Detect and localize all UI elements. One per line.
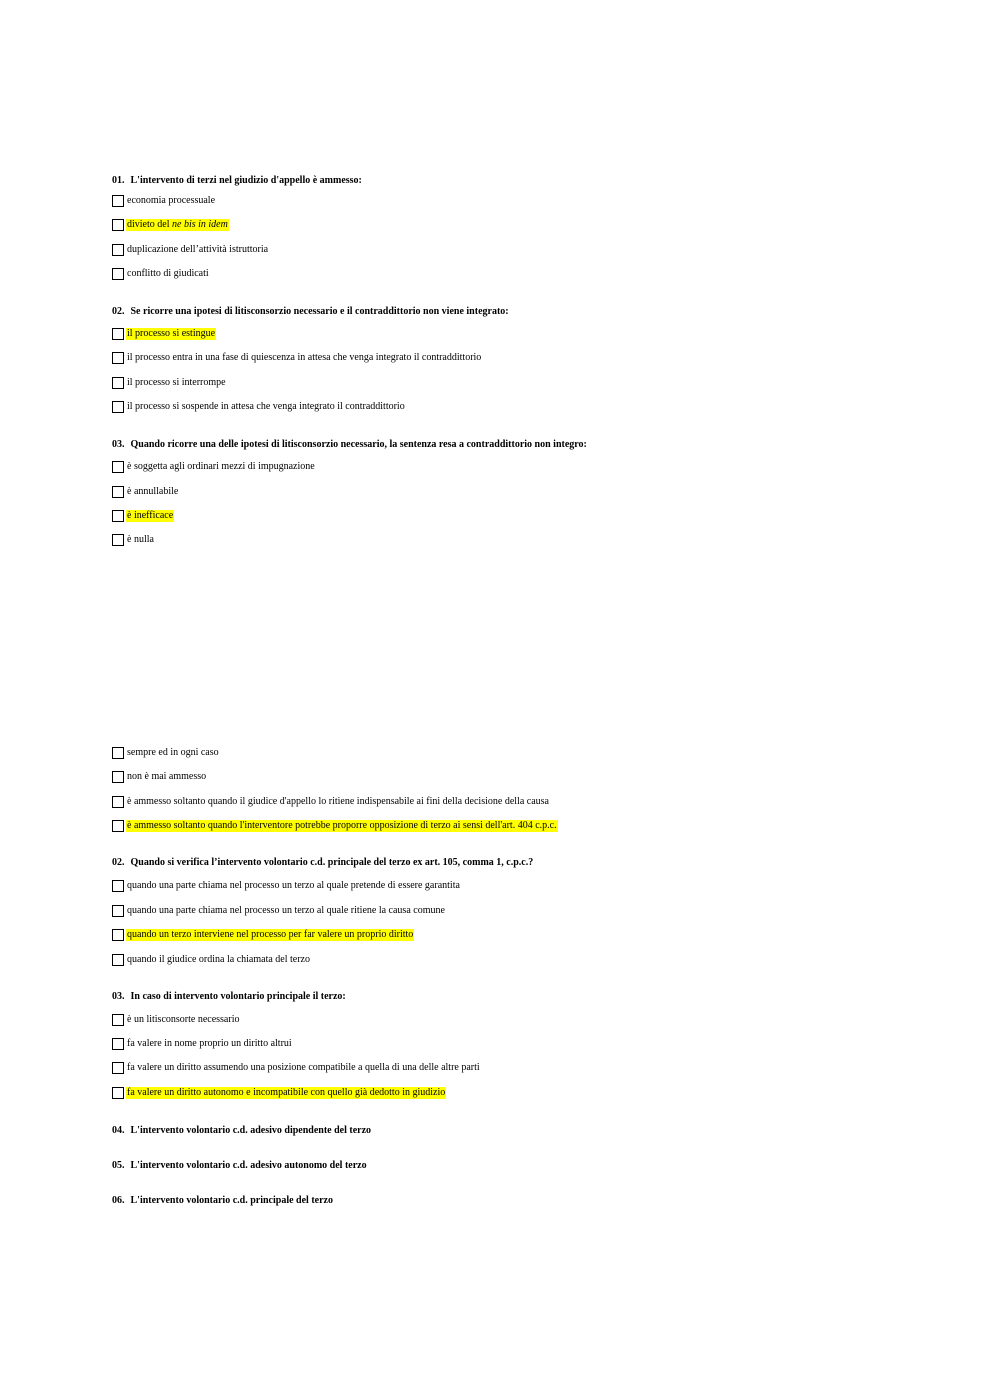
checkbox[interactable] bbox=[112, 954, 124, 966]
checkbox[interactable] bbox=[112, 1038, 124, 1050]
option-text: non è mai ammesso bbox=[127, 771, 207, 782]
option-text-highlighted: è ammesso soltanto quando l'interventore potrebbe proporre opposizione di terzo ai sensi dell'art. 404 c.p.c. bbox=[127, 820, 557, 831]
checkbox[interactable] bbox=[112, 880, 124, 892]
question-text: Quando ricorre una delle ipotesi di litisconsorzio necessario, la sentenza resa a contraddittorio non integro: bbox=[130, 439, 587, 450]
checkbox[interactable] bbox=[112, 401, 124, 413]
question-number: 02. bbox=[112, 857, 125, 868]
question-02-title bbox=[112, 306, 509, 318]
answer-option[interactable] bbox=[112, 819, 558, 833]
checkbox[interactable] bbox=[112, 796, 124, 808]
option-text: quando il giudice ordina la chiamata del terzo bbox=[127, 954, 310, 965]
checkbox[interactable] bbox=[112, 461, 124, 473]
checkbox[interactable] bbox=[112, 905, 124, 917]
checkbox[interactable] bbox=[112, 510, 124, 522]
question-number: 03. bbox=[112, 991, 125, 1002]
question-text: Se ricorre una ipotesi di litisconsorzio necessario e il contraddittorio non viene integrato: bbox=[130, 306, 509, 317]
answer-option[interactable] bbox=[112, 795, 550, 809]
option-text: è nulla bbox=[127, 534, 154, 545]
answer-option[interactable] bbox=[112, 1013, 240, 1027]
answer-option[interactable] bbox=[112, 218, 229, 232]
answer-option[interactable] bbox=[112, 327, 216, 341]
option-text-highlighted: fa valere un diritto autonomo e incompatibile con quello già dedotto in giudizio bbox=[127, 1087, 446, 1098]
option-text: il processo si interrompe bbox=[127, 377, 226, 388]
checkbox[interactable] bbox=[112, 1014, 124, 1026]
checkbox[interactable] bbox=[112, 377, 124, 389]
option-text: quando una parte chiama nel processo un terzo al quale pretende di essere garantita bbox=[127, 880, 460, 891]
question-number: 02. bbox=[112, 306, 125, 317]
checkbox[interactable] bbox=[112, 328, 124, 340]
option-text: quando una parte chiama nel processo un terzo al quale ritiene la causa comune bbox=[127, 905, 445, 916]
answer-option[interactable] bbox=[112, 928, 414, 942]
checkbox[interactable] bbox=[112, 352, 124, 364]
question-text: L'intervento volontario c.d. principale del terzo bbox=[130, 1195, 333, 1206]
option-text: fa valere un diritto assumendo una posizione compatibile a quella di una delle altre parti bbox=[127, 1062, 480, 1073]
option-text: fa valere in nome proprio un diritto altrui bbox=[127, 1038, 292, 1049]
option-text: conflitto di giudicati bbox=[127, 268, 209, 279]
checkbox[interactable] bbox=[112, 244, 124, 256]
option-text: è soggetta agli ordinari mezzi di impugnazione bbox=[127, 461, 315, 472]
question-01-title bbox=[112, 175, 362, 187]
question-number: 03. bbox=[112, 439, 125, 450]
question-number: 05. bbox=[112, 1160, 125, 1171]
option-text: sempre ed in ogni caso bbox=[127, 747, 219, 758]
checkbox[interactable] bbox=[112, 486, 124, 498]
answer-option[interactable] bbox=[112, 1086, 446, 1100]
checkbox[interactable] bbox=[112, 747, 124, 759]
question-03-title bbox=[112, 439, 587, 451]
answer-option[interactable] bbox=[112, 509, 174, 523]
option-text-highlighted bbox=[126, 219, 229, 231]
question-text: L'intervento di terzi nel giudizio d'appello è ammesso: bbox=[130, 175, 362, 186]
checkbox[interactable] bbox=[112, 1062, 124, 1074]
option-text-part: divieto del bbox=[127, 219, 172, 230]
question-text: In caso di intervento volontario principale il terzo: bbox=[130, 991, 346, 1002]
answer-option[interactable] bbox=[112, 267, 210, 281]
answer-option[interactable] bbox=[112, 1037, 293, 1051]
answer-option[interactable] bbox=[112, 351, 482, 365]
answer-option[interactable] bbox=[112, 746, 220, 760]
option-text: economia processuale bbox=[127, 195, 216, 206]
answer-option[interactable] bbox=[112, 1061, 481, 1075]
answer-option[interactable] bbox=[112, 400, 406, 414]
checkbox[interactable] bbox=[112, 534, 124, 546]
option-text: il processo entra in una fase di quiescenza in attesa che venga integrato il contraddittorio bbox=[127, 352, 482, 363]
answer-option[interactable] bbox=[112, 460, 316, 474]
option-text-highlighted: il processo si estingue bbox=[127, 328, 216, 339]
checkbox[interactable] bbox=[112, 929, 124, 941]
answer-option[interactable] bbox=[112, 770, 207, 784]
checkbox[interactable] bbox=[112, 195, 124, 207]
answer-option[interactable] bbox=[112, 953, 311, 967]
answer-option[interactable] bbox=[112, 879, 461, 893]
option-text-italic: ne bis in idem bbox=[172, 219, 228, 230]
option-text: è annullabile bbox=[127, 486, 179, 497]
checkbox[interactable] bbox=[112, 219, 124, 231]
answer-option[interactable] bbox=[112, 194, 216, 208]
question-number: 01. bbox=[112, 175, 125, 186]
checkbox[interactable] bbox=[112, 820, 124, 832]
question-text: Quando si verifica l’intervento volontario c.d. principale del terzo ex art. 105, comma 1, c.p.c.? bbox=[130, 857, 534, 868]
question-number: 04. bbox=[112, 1125, 125, 1136]
option-text: duplicazione dell’attività istruttoria bbox=[127, 244, 269, 255]
checkbox[interactable] bbox=[112, 268, 124, 280]
question-04-title bbox=[112, 1125, 371, 1137]
answer-option[interactable] bbox=[112, 376, 227, 390]
answer-option[interactable] bbox=[112, 533, 155, 547]
answer-option[interactable] bbox=[112, 485, 179, 499]
question-text: L'intervento volontario c.d. adesivo dipendente del terzo bbox=[130, 1125, 372, 1136]
option-text: il processo si sospende in attesa che venga integrato il contraddittorio bbox=[127, 401, 405, 412]
answer-option[interactable] bbox=[112, 243, 269, 257]
checkbox[interactable] bbox=[112, 1087, 124, 1099]
question-06-title bbox=[112, 1195, 333, 1207]
checkbox[interactable] bbox=[112, 771, 124, 783]
question-02b-title bbox=[112, 857, 533, 869]
question-number: 06. bbox=[112, 1195, 125, 1206]
question-05-title bbox=[112, 1160, 367, 1172]
option-text-highlighted: quando un terzo interviene nel processo per far valere un proprio diritto bbox=[127, 929, 414, 940]
question-text: L'intervento volontario c.d. adesivo autonomo del terzo bbox=[130, 1160, 367, 1171]
question-03b-title bbox=[112, 991, 346, 1003]
option-text-highlighted: è inefficace bbox=[127, 510, 174, 521]
option-text: è un litisconsorte necessario bbox=[127, 1014, 240, 1025]
answer-option[interactable] bbox=[112, 904, 446, 918]
option-text: è ammesso soltanto quando il giudice d'appello lo ritiene indispensabile ai fini della decisione della causa bbox=[127, 796, 549, 807]
